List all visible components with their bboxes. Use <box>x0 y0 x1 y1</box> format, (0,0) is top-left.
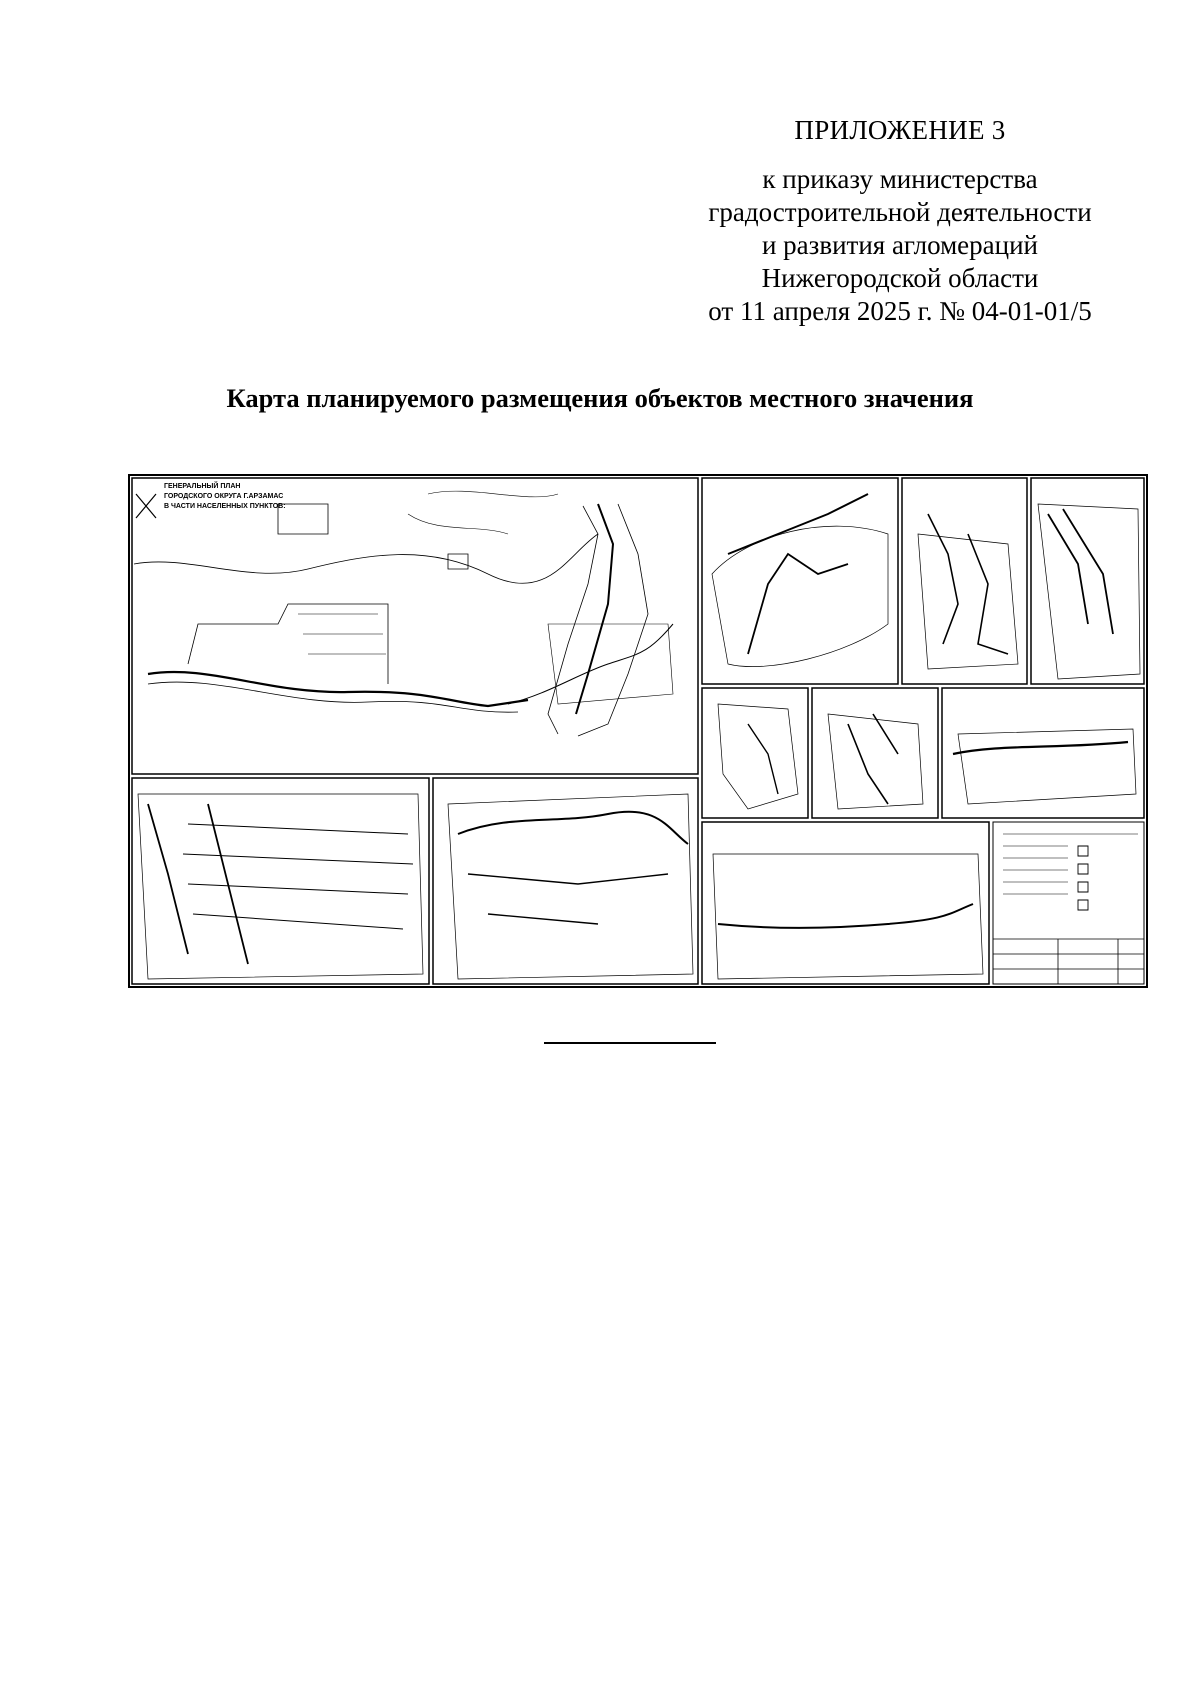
appendix-line: к приказу министерства <box>762 164 1038 194</box>
appendix-line: градостроительной деятельности <box>708 197 1092 227</box>
map-panel <box>902 478 1027 684</box>
map-frame <box>129 475 1147 987</box>
map-panel-main <box>132 478 698 774</box>
map-panel <box>433 778 698 984</box>
footer-rule <box>544 1042 716 1044</box>
appendix-title: ПРИЛОЖЕНИЕ 3 <box>794 115 1006 145</box>
map-header-line: ГЕНЕРАЛЬНЫЙ ПЛАН <box>164 483 241 490</box>
document-title: Карта планируемого размещения объектов местного значения <box>226 383 974 413</box>
appendix-line: Нижегородской области <box>761 263 1039 293</box>
appendix-line: и развития агломераций <box>761 230 1038 260</box>
map-header-text <box>164 481 286 510</box>
planning-map-image <box>128 474 1148 988</box>
appendix-line: от 11 апреля 2025 г. № 04-01-01/5 <box>708 296 1092 326</box>
map-panel <box>942 688 1144 818</box>
appendix-lines <box>600 163 1200 328</box>
map-panel <box>702 822 989 984</box>
map-panel <box>1031 478 1144 684</box>
map-panel <box>812 688 938 818</box>
map-header-line: В ЧАСТИ НАСЕЛЕННЫХ ПУНКТОВ: <box>164 503 286 510</box>
map-panel <box>132 778 429 984</box>
map-header-line: ГОРОДСКОГО ОКРУГА Г.АРЗАМАС <box>164 493 284 500</box>
map-panel <box>702 478 898 684</box>
